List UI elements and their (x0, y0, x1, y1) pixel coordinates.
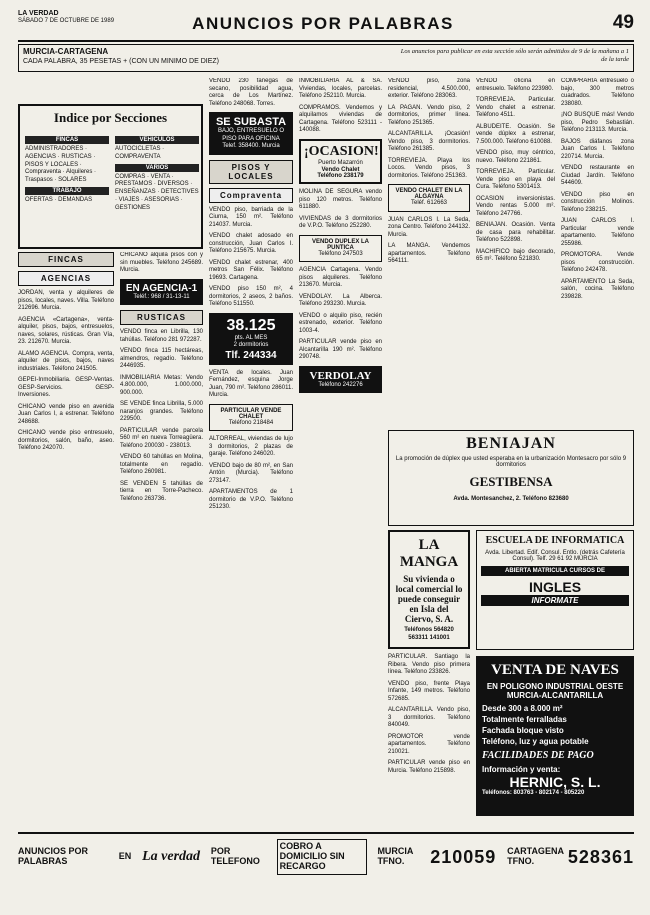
classified-ad: VENDO 230 fanegas de secano, posibilidad agua, cerca de Los Martínez. Teléfono 248068. Torres. (209, 78, 293, 107)
classified-ad: APARTAMENTO La Seda, salón, cocina. Teléfono 239828. (561, 278, 634, 300)
algayna-phone: Teléf. 612663 (410, 200, 448, 206)
classified-ad: CHICANO vende piso entresuelo, dormitorios, salón, baño, aseo. Teléfono 242070. (18, 430, 114, 451)
footer-lead: ANUNCIOS POR PALABRAS (18, 846, 89, 866)
classified-ad: COMPRAMOS. Vendemos y alquilamos viviendas de Cartagena. Teléfono 523111 - 140088. (299, 104, 382, 133)
classified-ad: CHICANO vende piso en avenida Juan Carlos I, a estrenar. Teléfono 248688. (18, 403, 114, 425)
naves-payment: FACILIDADES DE PAGO (482, 750, 594, 761)
algayna-box (388, 184, 470, 212)
column-4 (299, 78, 382, 823)
index-left (25, 134, 109, 205)
footer-banner (18, 832, 634, 880)
footer-murcia-phone: 210059 (430, 846, 497, 867)
column-7 (561, 78, 634, 423)
section-fincas: FINCAS (18, 252, 114, 267)
footer-cobro: COBRO A DOMICILIO SIN RECARGO (277, 839, 367, 875)
agencia-phone: Teléf.: 968 / 31-13-11 (133, 293, 190, 300)
classified-ad: VENDO finca en Librilla, 130 tahúllas. Teléfono 281 972287. (120, 329, 203, 343)
classified-ad: TORREVIEJA. Particular. Vendo chalet a estrenar. Teléfono 4511. (476, 97, 555, 118)
subasta-phone: Telef. 358400. Murcia (222, 143, 280, 149)
beniajan-text: La promoción de dúplex que usted esperaba en la urbanización Montesacro por sólo 9 dormitorios (395, 456, 627, 468)
naves-ad (476, 656, 634, 816)
column-3 (209, 78, 293, 823)
particular-phone: Teléfono 218484 (228, 419, 274, 426)
classified-ad: VENDO finca 115 hectáreas, almendros, regadío. Teléfono 2446935. (120, 348, 203, 369)
subsection-agencias: AGENCIAS (18, 271, 114, 286)
index-vehiculos-items: AUTOCICLETAS · COMPRAVENTA (115, 146, 165, 160)
naves-title: VENTA DE NAVES (491, 662, 619, 678)
region-name: MURCIA-CARTAGENA (23, 47, 109, 56)
classified-ad: VENDO piso 150 m², 4 dormitorios, 2 aseos, 2 baños. Teléfono 511550. (209, 286, 293, 307)
section-pisos-locales: PISOS Y LOCALES (209, 160, 293, 184)
region-strip (18, 44, 634, 72)
index-varios-items: COMPRAS · VENTA · PRESTAMOS · DIVERSOS · ENSEÑANZAS · DETECTIVES · VIAJES · ASESORIAS · GESTIONES (115, 173, 199, 211)
footer-murcia: MURCIA TFNO. (377, 846, 414, 866)
subsection-compraventa: Compraventa (209, 188, 293, 203)
classified-ad: AGENCIA «Cartagena», venta-alquiler, pisos, bajos, entresuelos, naves, solares, rústicas. Gran Vía, 23. 212670. Murcia. (18, 316, 114, 345)
column-5-lower (388, 530, 470, 820)
naves-phones: Teléfonos: 803763 - 802174 - 805220 (482, 790, 585, 796)
classified-ad: TORREVIEJA. Particular. Vende piso en playa del Cura. Teléfono 5301413. (476, 169, 555, 190)
index-trabajo-items: OFERTAS · DEMANDAS (25, 196, 93, 203)
classified-ad: BAJOS diáfanos zona Juan Carlos I. Teléfono 220714. Murcia. (561, 138, 634, 160)
classified-ad: VENDO o alquilo piso, recién estrenado, exterior. Teléfono 1003-4. (299, 312, 382, 334)
index-fincas[interactable]: FINCAS (25, 136, 109, 144)
subasta-text: BAJO, ENTRESUELO O PISO PARA OFICINA (217, 128, 284, 142)
classified-ad: PROMOTOR vende apartamentos. Teléfono 210021. (388, 733, 470, 755)
column-5 (388, 78, 470, 423)
particular-chalet-box (209, 404, 293, 432)
classified-ad: ALCANTARILLA. Vendo piso, 3 dormitorios. Teléfono 840049. (388, 707, 470, 728)
escuela-title: ESCUELA DE INFORMATICA (485, 535, 625, 546)
classified-ad: VENDO piso, frente Playa Infante, 149 metros. Teléfono 572685. (388, 680, 470, 702)
classified-ad: VENDO bajo de 80 m², en San Antón (Murcia). Teléfono 273147. (209, 462, 293, 484)
classified-ad: ALCANTARILLA. ¡Ocasión! Vendo piso, 3 dormitorios. Teléfono 261385. (388, 131, 470, 152)
publication-date: SÁBADO 7 DE OCTUBRE DE 1989 (18, 18, 115, 24)
classified-ad: MOLINA DE SEGURA vendo piso 120 metros. Teléfono 611880. (299, 189, 382, 210)
section-index (18, 104, 203, 249)
naves-feature: Teléfono, luz y agua potable (482, 737, 589, 746)
classified-ad: JUAN CARLOS I. Particular vende apartamento. Teléfono 255986. (561, 218, 634, 247)
ocasion-box (299, 139, 382, 185)
naves-feature: Fachada bloque visto (482, 726, 564, 735)
escuela-informate: INFORMATE (481, 595, 629, 606)
algayna-title: VENDO CHALET EN LA ALGAYNA (395, 188, 463, 200)
classified-ad: SE VENDEN 5 tahúllas de tierra en Torre-Pacheco. Teléfono 263736. (120, 480, 203, 502)
page-header (18, 10, 634, 42)
duplex-title: VENDO DUPLEX LA PUNTICA (311, 238, 369, 251)
classified-ad: VENTA de locales. Juan Fernández, esquina Jorge Juan, 790 m². Teléfono 286011. Murcia. (209, 369, 293, 398)
verdolay-title: VERDOLAY (309, 369, 372, 382)
ocasion-title: ¡OCASION! (304, 143, 379, 159)
verdolay-box (299, 366, 382, 394)
escuela-address: Avda. Libertad. Edif. Consul. Entlo. (detrás Cafetería Consul). Telf. 29 61 92 MURCIA (485, 550, 625, 562)
classified-ad: ALTORREAL, viviendas de lujo 3 dormitorios, 2 plazas de garaje. Teléfono 246020. (209, 436, 293, 457)
classified-ad: VENDO 60 tahúllas en Molina, totalmente en regadío. Teléfono 260981. (120, 454, 203, 475)
tariff-note: CADA PALABRA, 35 PESETAS + (CON UN MINIMO DE DIEZ) (23, 58, 219, 65)
ocasion-place: Puerto Mazarrón (318, 159, 363, 166)
column-6 (476, 78, 555, 423)
footer-brand-logo: La verdad (142, 849, 201, 864)
ocasion-phone: Teléfono 238179 (317, 173, 364, 179)
classified-ad: CHICANO alquila pisos con y sin muebles. Teléfono 245689. Murcia. (120, 252, 203, 273)
classified-ad: ALAMO AGENCIA. Compra, venta, alquiler de pisos, bajos, naves industriales. Teléfono 241505. (18, 350, 114, 372)
ocasion-text: Vendo Chalet (321, 167, 360, 173)
classified-ad: VENDO piso, zona residencial, 4.500.000, exterior. Teléfono 283063. (388, 78, 470, 99)
gestibensa-logo: GESTIBENSA (469, 474, 553, 489)
classified-ad: INMOBILIARIA AL & SA. Viviendas, locales, parcelas. Teléfono 252110. Murcia. (299, 78, 382, 99)
page-number: 49 (612, 12, 634, 33)
classified-ad: LA PAGAN. Vendo piso, 2 dormitorios, primer línea. Teléfono 251365. (388, 104, 470, 126)
classified-ad: JORDAN, venta y alquileres de pisos, locales, naves. Villa. Teléfono 212696. Murcia. (18, 290, 114, 311)
column-1 (18, 252, 114, 827)
footer-por: POR TELEFONO (210, 846, 260, 866)
index-title: Indice por Secciones (53, 110, 168, 125)
classified-ad: ALBUDEITE. Ocasión. Se vende dúplex a estrenar, 7.500.000. Teléfono 610088. (476, 123, 555, 145)
piso-unit: pts. AL MES (234, 334, 268, 341)
classified-ad: MACHIFICO bajo decorado, 65 m². Teléfono 521830. (476, 248, 555, 262)
naves-feature: Desde 300 a 8.000 m² (482, 704, 563, 713)
footer-cartagena-phone: 528361 (567, 846, 634, 867)
classified-ad: ¡NO BUSQUE más! Vendo piso, Pedro Sebastián. Teléfono 213113. Murcia. (561, 112, 634, 133)
naves-feature: Totalmente ferralladas (482, 715, 567, 724)
classified-ad: VENDO restaurante en Ciudad Jardín. Teléfono 544609. (561, 165, 634, 186)
naves-subtitle: EN POLIGONO INDUSTRIAL OESTE MURCIA-ALCANTARILLA (486, 682, 624, 700)
piso-price: 38.125 (226, 316, 276, 334)
index-vehiculos[interactable]: VEHICULOS (115, 136, 199, 144)
piso-rooms: 2 dormitorios (233, 342, 269, 348)
index-varios[interactable]: VARIOS (115, 164, 199, 172)
footer-cartagena: CARTAGENA TFNO. (507, 846, 564, 866)
index-right (115, 134, 199, 213)
escuela-enroll: ABIERTA MATRICULA CURSOS DE (481, 566, 629, 576)
classified-ad: PARTICULAR vende parcela 560 m² en nueva Torreagüera. Teléfono 200030 - 238013. (120, 427, 203, 449)
classified-ad: AGENCIA Cartagena. Vendo pisos alquileres. Teléfono 213670. Murcia. (299, 267, 382, 288)
la-manga-phones: Teléfonos 564820 563311 141001 (404, 627, 454, 641)
beniajan-title: BENIAJAN (466, 435, 556, 452)
publication-name: LA VERDAD (18, 10, 59, 17)
classified-ad: TORREVIEJA. Playa los Locos. Vendo pisos, 3 dormitorios. Teléfono 251363. (388, 157, 470, 179)
deadline-note: Los anuncios para publicar en esta sección sólo serán admitidos de 9 de la mañana a 1 de la tarde (400, 48, 629, 64)
footer-en: EN (118, 851, 132, 862)
classified-ad: GEPEI-Inmobiliaria. GESP-Ventas. GESP-Servicios. GESP-Inversiones. (18, 377, 114, 398)
classified-ad: PROMOTORA. Vende pisos construcción. Teléfono 242478. (561, 252, 634, 273)
la-manga-text: Su vivienda o local comercial lo puede conseguir en Isla del Ciervo, S. A. (395, 574, 463, 624)
section-rusticas: RUSTICAS (120, 310, 203, 325)
classified-ad: PARTICULAR. Santiago la Ribera. Vendo piso primera línea. Teléfono 233826. (388, 654, 470, 675)
duplex-box (299, 235, 382, 263)
classified-ad: VENDO chalet estrenar, 400 metros San Félix. Teléfono 19693. Cartagena. (209, 259, 293, 281)
la-manga-box (388, 530, 470, 649)
classified-ad: SE VENDE finca Librilla, 5.000 naranjos grandes. Teléfono 229500. (120, 401, 203, 422)
column-2 (120, 252, 203, 827)
agencia-title: EN AGENCIA-1 (125, 282, 198, 294)
escuela-ad (476, 530, 634, 650)
beniajan-address: Avda. Montesanchez, 2. Teléfono 823680 (453, 496, 569, 502)
classified-ad: OCASION inversionistas. Vendo rentas 5.000 m². Teléfono 247766. (476, 195, 555, 217)
classified-ad: VIVIENDAS de 3 dormitorios de V.P.O. Teléfono 252280. (299, 215, 382, 229)
classified-ad: PARTICULAR vende piso en Alcantarilla 190 m². Teléfono 290748. (299, 339, 382, 360)
escuela-lang: INGLES (528, 579, 582, 595)
page-title: ANUNCIOS POR PALABRAS (192, 14, 454, 33)
piso-phone: Tlf. 244334 (225, 349, 277, 361)
naves-features (482, 704, 628, 746)
subasta-box (209, 112, 293, 155)
index-trabajo[interactable]: TRABAJO (25, 187, 109, 195)
duplex-phone: Teléfono 247503 (318, 250, 363, 257)
classified-ad: VENDO piso, muy céntrico, nuevo. Teléfono 221861. (476, 150, 555, 164)
piso-rent-box (209, 313, 293, 365)
classified-ad: INMOBILIARIA Metas: Vendo 4.800.000, 1.000.000, 900.000. (120, 374, 203, 396)
naves-info: Información y venta: (482, 765, 561, 774)
classified-ad: JUAN CARLOS I. La Seda, zona Centro. Teléfono 244132. Murcia. (388, 216, 470, 238)
classified-ad: LA MANGA. Vendemos apartamentos. Teléfono 564111. (388, 243, 470, 264)
particular-title: PARTICULAR VENDE CHALET (220, 407, 282, 420)
index-fincas-items: ADMINISTRADORES · AGENCIAS · RUSTICAS · PISOS Y LOCALES · Compraventa · Alquileres · Traspasos · SOLARES (25, 146, 97, 184)
naves-company: HERNIC, S. L. (509, 774, 601, 790)
classified-ad: VENDO piso en construcción Molinos. Teléfono 238215. (561, 191, 634, 213)
classified-ad: APARTAMENTOS de 1 dormitorio de V.P.O. Teléfono 251230. (209, 489, 293, 510)
classified-ad: COMPRARIA entresuelo o bajo, 300 metros cuadrados. Teléfono 238080. (561, 78, 634, 107)
classified-ad: BENIAJAN. Ocasión. Venta de casa para rehabilitar. Teléfono 522898. (476, 222, 555, 243)
la-manga-title: LA MANGA (399, 537, 459, 570)
classified-ad: VENDO chalet adosado en construcción, Juan Carlos I. Teléfono 215675. Murcia. (209, 233, 293, 254)
verdolay-phone: Teléfono 242276 (318, 381, 363, 388)
beniajan-ad (388, 430, 634, 526)
classified-ad: VENDO piso, barriada de la Ciurna, 150 m². Teléfono 214037. Murcia. (209, 206, 293, 228)
classified-ad: VENDOLAY. La Alberca. Teléfono 293230. Murcia. (299, 293, 382, 307)
agencia-box (120, 279, 203, 306)
classified-ad: VENDO oficina en entresuelo. Teléfono 223980. (476, 78, 555, 92)
subasta-title: SE SUBASTA (215, 116, 287, 128)
classified-ad: PARTICULAR vende piso en Murcia. Teléfono 215898. (388, 760, 470, 774)
